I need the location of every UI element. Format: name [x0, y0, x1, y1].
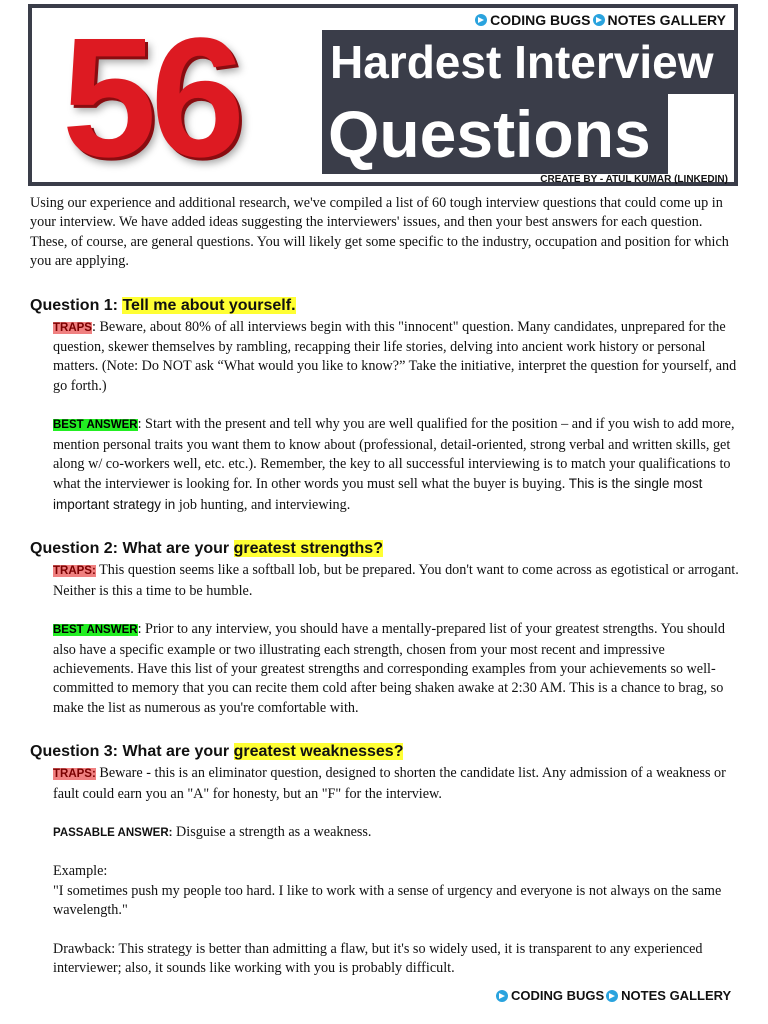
brand-notes-gallery[interactable]: NOTES GALLERY	[607, 12, 726, 28]
footer-brand-coding-bugs[interactable]: CODING BUGS	[511, 988, 605, 1003]
intro-paragraph: Using our experience and additional research, we've compiled a list of 60 tough interview questions that could come up in your interview. We have added ideas suggesting the interviewers' issues, and then your best answers for each question. These, of course, are general questions. You will likely get some specific to the industry, occupation and position for which you are applying.	[30, 195, 729, 270]
big-number: 56	[62, 3, 240, 193]
question-3-traps	[53, 764, 742, 804]
traps-tag: TRAPS	[53, 321, 92, 334]
question-3-example	[53, 862, 742, 920]
best-answer-text: : Start with the present and tell why you are well qualified for the position – and if you wish to add more, mention personal traits you want them to know about (professional, detail-oriented, strong verbal and written skills, get along w/ co-workers well, etc. etc.). Remember, the key to all successful interviewing is to match your qualifications to what the interviewer is looking for. In other words you must sell what the buyer is buying.	[53, 416, 735, 493]
footer-brand-links	[496, 988, 731, 1003]
footer-brand-notes-gallery[interactable]: NOTES GALLERY	[621, 988, 732, 1003]
best-answer-tail-serif: job hunting, and interviewing.	[175, 496, 351, 513]
question-1-heading	[30, 295, 742, 317]
telegram-icon	[606, 990, 618, 1002]
question-2-best-answer	[53, 620, 742, 718]
telegram-icon	[475, 14, 487, 26]
author-credit: CREATE BY - ATUL KUMAR (LINKEDIN)	[540, 174, 728, 185]
question-1-traps	[53, 318, 742, 397]
telegram-icon	[496, 990, 508, 1002]
best-answer-text: : Prior to any interview, you should have a mentally-prepared list of your greatest strengths. You should also have a specific example or two illustrating each strength, chosen from your most recent and impressive achievements. Have this list of your greatest strengths and corresponding examples from your achievements so well-committed to memory that you can recite them cold after being shaken awake at 2:30 AM. This is a chance to brag, so make the list as numerous as you're comfortable with.	[53, 621, 725, 716]
question-2-traps	[53, 561, 742, 601]
title-line-2: Questions	[322, 94, 668, 174]
traps-tag: TRAPS:	[53, 565, 96, 578]
traps-text: : Beware, about 80% of all interviews begin with this "innocent" question. Many candidates, unprepared for the question, skewer themselves by rambling, recapping their life stories, delving into ancient work history or personal matters. (Note: Do NOT ask “What would you like to know?” Take the initiative, interpret the question for yourself, and go forth.)	[53, 318, 737, 394]
traps-text: Beware - this is an eliminator question, designed to shorten the candidate list. Any admission of a weakness or fault could earn you an "A" for honesty, but an "F" for the interview.	[53, 765, 726, 802]
question-1-highlight: Tell me about yourself.	[122, 296, 296, 314]
question-1-best-answer	[53, 415, 742, 515]
best-answer-tail-sans: This is the single most important strategy in	[53, 476, 703, 512]
question-1-label: Question 1:	[30, 296, 123, 314]
question-2-highlight: greatest strengths?	[233, 540, 383, 558]
question-3-label: Question 3: What are your	[30, 743, 234, 761]
best-answer-tag: BEST ANSWER	[53, 419, 138, 432]
question-3-passable-answer	[53, 823, 742, 843]
brand-links	[475, 12, 726, 28]
question-3-drawback	[53, 940, 742, 979]
telegram-icon	[593, 14, 605, 26]
document-body	[30, 194, 742, 978]
example-label: Example:	[53, 863, 108, 880]
example-text: "I sometimes push my people too hard. I like to work with a sense of urgency and everyone is not always on the same wavelength."	[53, 882, 722, 919]
title-line-1: Hardest Interview	[322, 30, 734, 94]
drawback-text: Drawback: This strategy is better than admitting a flaw, but it's so widely used, it is transparent to any experienced interviewer; also, it sounds like working with you is probably difficult.	[53, 940, 703, 976]
question-3-highlight: greatest weaknesses?	[233, 743, 404, 761]
passable-answer-tag: PASSABLE ANSWER:	[53, 826, 173, 839]
header-banner	[28, 3, 738, 193]
best-answer-tag: BEST ANSWER	[53, 624, 138, 637]
question-2-label: Question 2: What are your	[30, 540, 234, 558]
question-3-heading	[30, 741, 742, 763]
passable-answer-text: Disguise a strength as a weakness.	[172, 823, 372, 840]
brand-coding-bugs[interactable]: CODING BUGS	[490, 12, 591, 28]
traps-text: This question seems like a softball lob, but be prepared. You don't want to come across as egotistical or arrogant. Neither is this a time to be humble.	[53, 562, 739, 599]
question-2-heading	[30, 538, 742, 560]
traps-tag: TRAPS:	[53, 768, 96, 781]
